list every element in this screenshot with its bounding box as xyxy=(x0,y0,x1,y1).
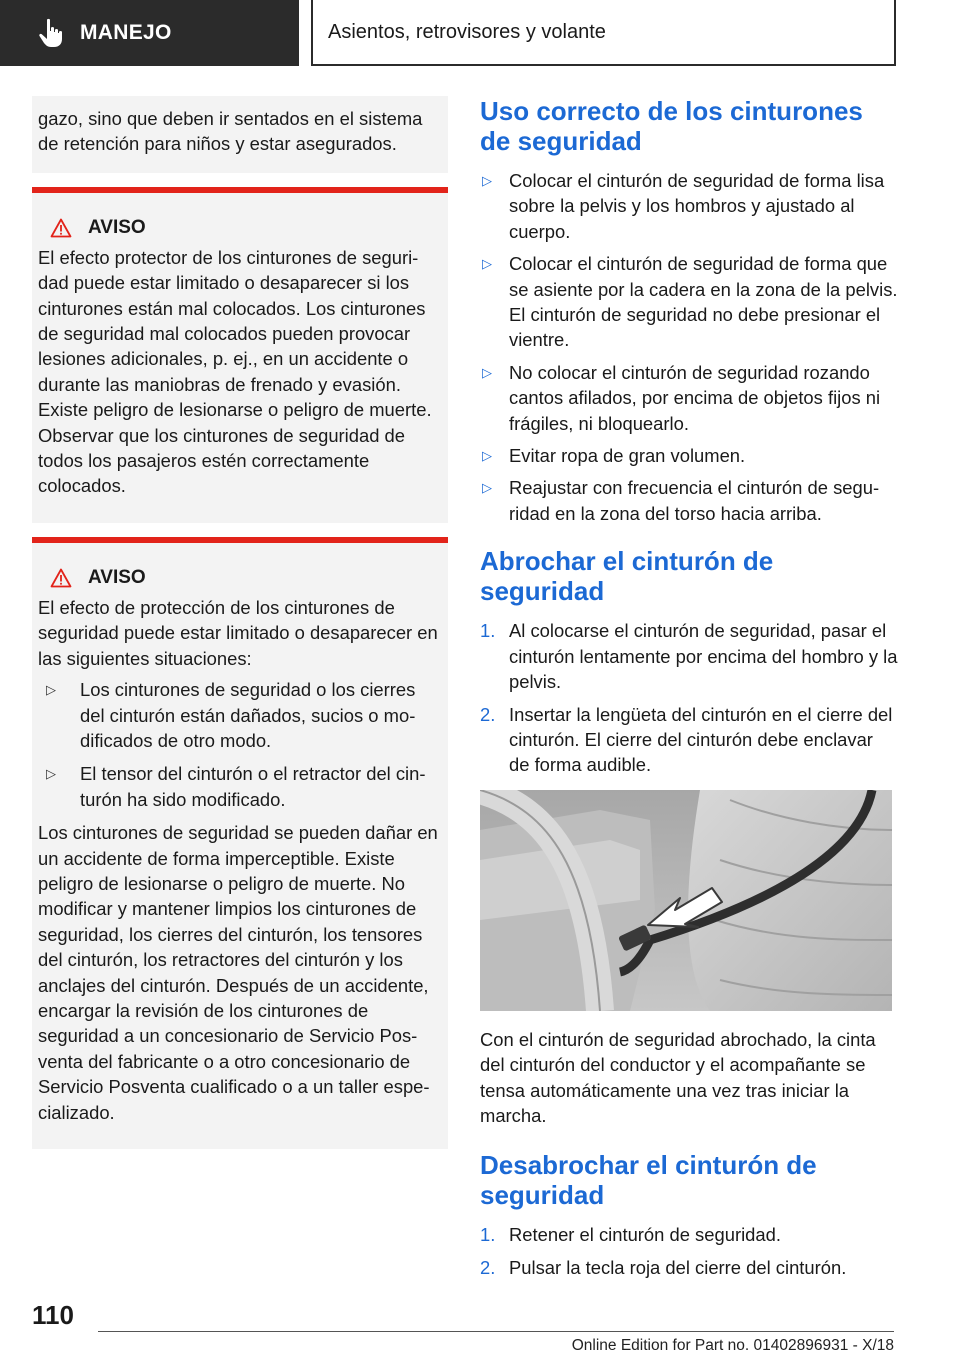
list-item: ▷ Colocar el cinturón de seguridad de forma lisa sobre la pelvis y los hombros y ajustado al cuerpo. xyxy=(480,168,898,244)
list-item: ▷ Los cinturones de seguridad o los cierres del cinturón están dañados, sucios o modificados de otro modo. xyxy=(38,677,442,753)
triangle-right-outline-icon: ▷ xyxy=(482,480,492,496)
warning-text: El efecto protector de los cinturones de seguridad puede estar limitado o desaparecer si los cinturones están mal colocados. Los cinturones de seguridad mal colocados pueden provocar lesiones adicionales, p. ej., en un accidente o durante las maniobras de frenado y evasión. Existe peligro de lesionarse o peligro de muerte. Observar que los cinturones de seguridad de todos los pasajeros estén correctamente colocados. xyxy=(38,246,432,497)
usage-list xyxy=(480,168,898,526)
list-item: ▷ El tensor del cinturón o el retractor del cinturón ha sido modificado. xyxy=(38,761,442,812)
list-item: 2. Pulsar la tecla roja del cierre del cinturón. xyxy=(480,1256,847,1278)
list-item: ▷ No colocar el cinturón de seguridad rozando cantos afilados, por encima de objetos fijos ni frágiles, ni bloquearlo. xyxy=(480,360,898,436)
section-title: MANEJO xyxy=(80,21,172,44)
seatbelt-buckle-image xyxy=(480,790,892,1011)
warning-list xyxy=(38,677,442,812)
section-tab xyxy=(0,0,299,66)
triangle-right-outline-icon: ▷ xyxy=(482,173,492,188)
continued-note-box xyxy=(32,96,448,173)
list-item: ▷ Colocar el cinturón de seguridad de forma que se asiente por la cadera en la zona de la pelvis. El cinturón de seguridad no debe presionar el vientre. xyxy=(480,251,898,353)
page-header xyxy=(0,0,960,66)
warning-box-1 xyxy=(32,187,448,523)
fasten-steps xyxy=(480,618,898,777)
triangle-right-outline-icon: ▷ xyxy=(482,364,492,380)
triangle-right-outline-icon: ▷ xyxy=(46,682,56,698)
list-item: 1. Al colocarse el cinturón de seguridad, pasar el cinturón lentamente por encima del hombro y la pelvis. xyxy=(480,620,898,693)
topic-title: Asientos, retrovisores y volante xyxy=(328,20,606,43)
hand-pointer-icon xyxy=(38,18,66,48)
section-heading: Desabrochar el cinturón de seguridad xyxy=(480,1150,817,1211)
footer-divider xyxy=(98,1331,894,1332)
left-column xyxy=(32,96,448,1149)
warning-outro: Los cinturones de seguridad se pueden dañar en un accidente de forma imperceptible. Existe peligro de lesionarse o peligro de muerte. No modificar y mantener limpios los cinturones de seguridad, los cierres del cinturón, los tensores del cinturón, los retractores del cinturón y los anclajes del cinturón. Después de un accidente, encargar la revisión de los cinturones de seguridad a un concesionario de Servicio Posventa del fabricante o a otro concesionario de Servicio Posventa cualificado o a un taller especializado. xyxy=(38,822,438,1123)
warning-header xyxy=(38,567,442,589)
section-heading: Uso correcto de los cinturones de seguridad xyxy=(480,96,863,156)
triangle-right-outline-icon: ▷ xyxy=(46,766,56,782)
list-item: ▷ Reajustar con frecuencia el cinturón de seguridad en la zona del torso hacia arriba. xyxy=(480,475,898,526)
warning-triangle-icon xyxy=(50,218,72,238)
list-item: ▷ Evitar ropa de gran volumen. xyxy=(480,443,898,468)
warning-title: AVISO xyxy=(88,566,146,588)
triangle-right-outline-icon: ▷ xyxy=(482,256,492,272)
warning-triangle-icon xyxy=(50,568,72,588)
list-item: 2. Insertar la lengüeta del cinturón en el cierre del cinturón. El cierre del cinturón debe enclavar de forma audible. xyxy=(480,703,893,776)
warning-title: AVISO xyxy=(88,216,146,238)
warning-intro: El efecto de protección de los cinturones de seguridad puede estar limitado o desaparecer en las siguientes situaciones: xyxy=(38,596,438,669)
page-number: 110 xyxy=(32,1300,74,1330)
warning-header xyxy=(38,217,442,239)
image-caption: Con el cinturón de seguridad abrochado, la cinta del cinturón del conductor y el acompañante se tensa automáticamente una vez tras iniciar la marcha. xyxy=(480,1028,876,1126)
warning-box-2 xyxy=(32,537,448,1149)
topic-tab xyxy=(311,0,896,66)
unfasten-steps xyxy=(480,1222,898,1280)
triangle-right-outline-icon: ▷ xyxy=(482,448,492,464)
right-column xyxy=(480,96,898,1300)
list-item: 1. Retener el cinturón de seguridad. xyxy=(480,1224,781,1246)
section-heading: Abrochar el cinturón de seguridad xyxy=(480,546,774,607)
edition-text: Online Edition for Part no. 01402896931 - X/18 xyxy=(571,1337,894,1354)
continued-note-text: gazo, sino que deben ir sentados en el sistema de retención para niños y estar asegurados. xyxy=(38,108,423,155)
